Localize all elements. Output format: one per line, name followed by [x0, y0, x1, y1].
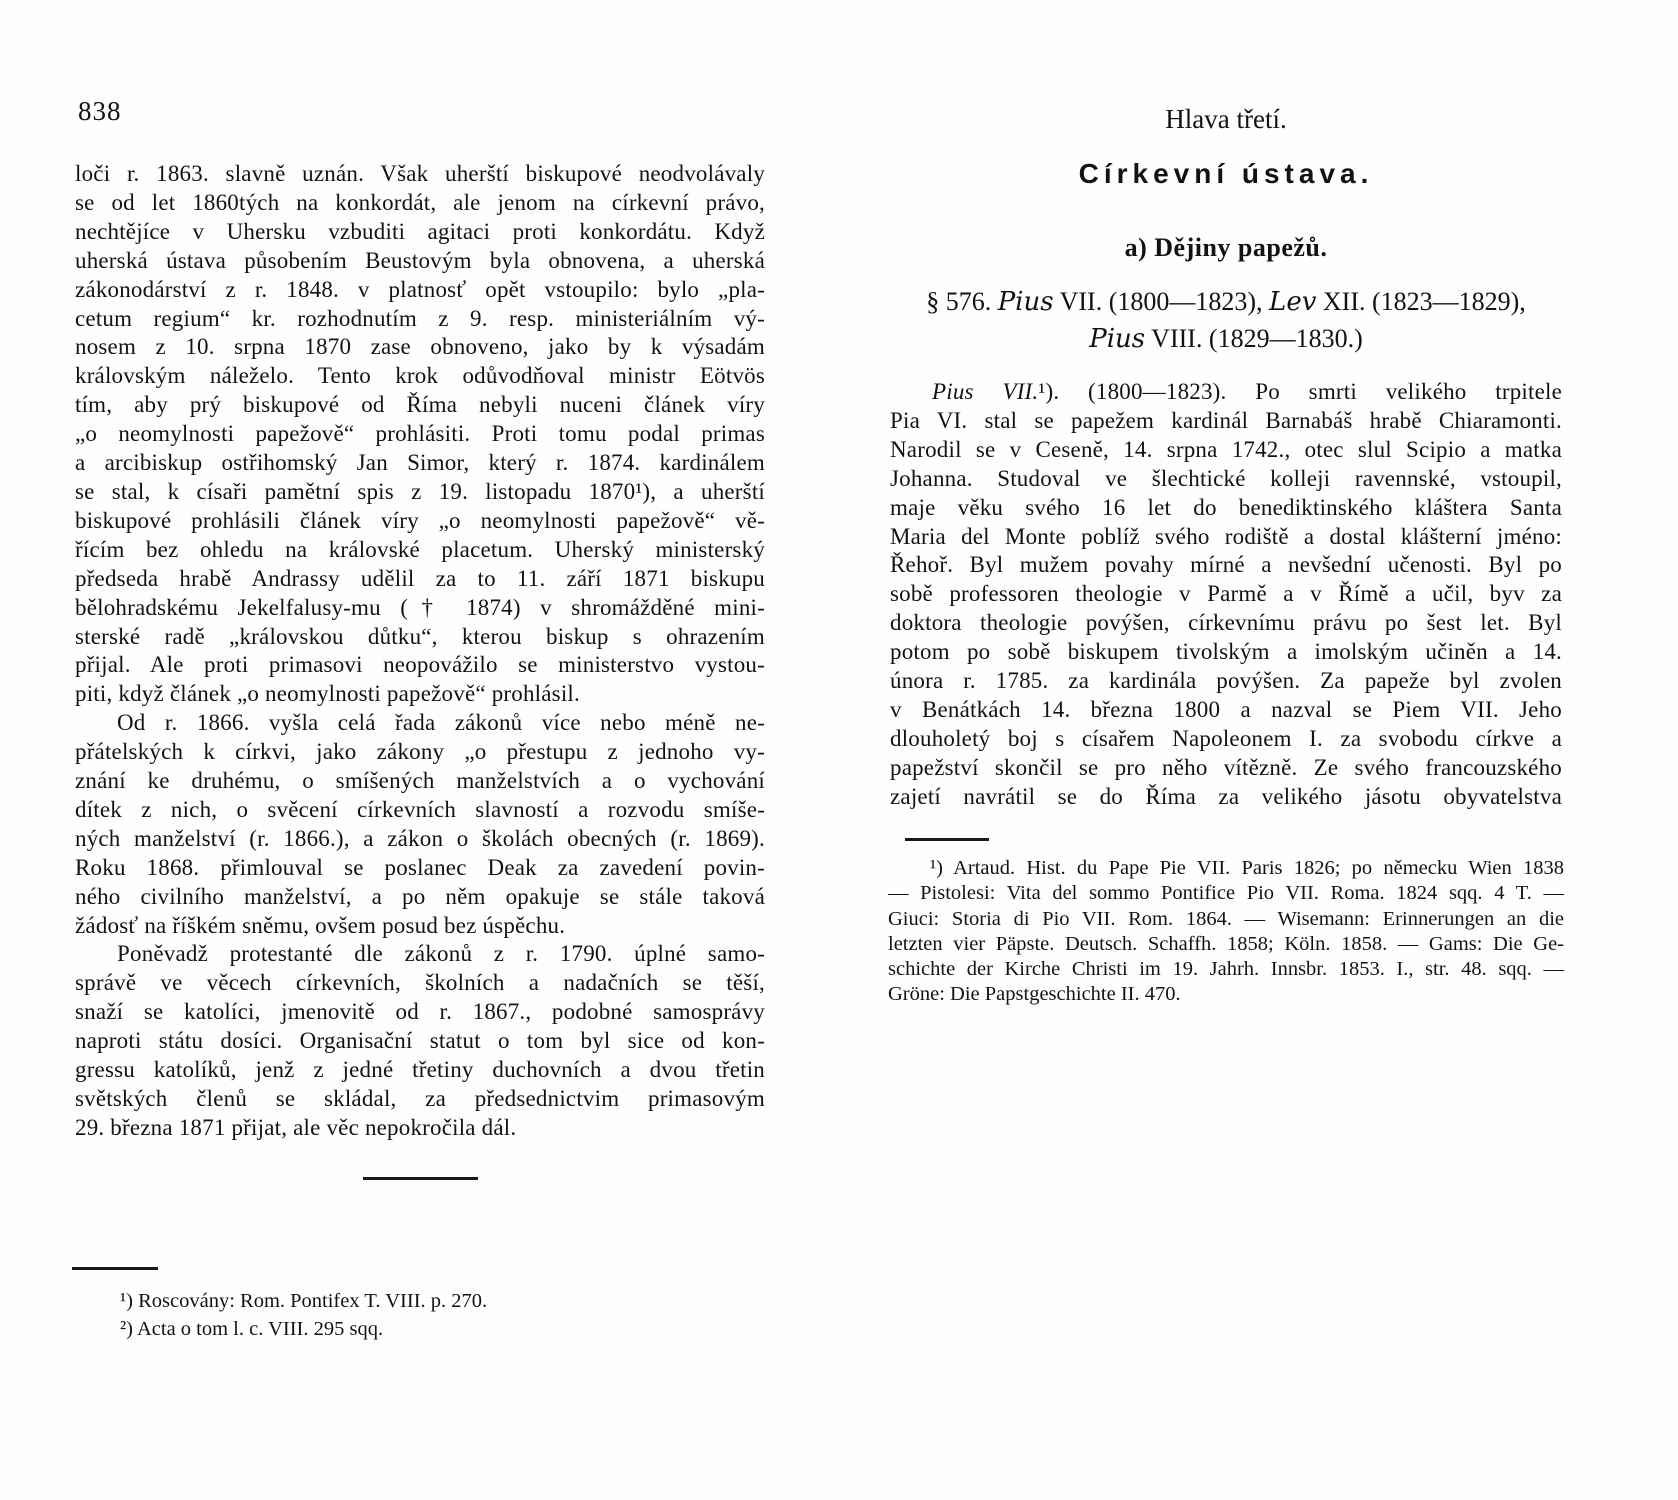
text-line: piti, když článek „o neomylnosti papežově“ prohlásil. [75, 681, 580, 707]
text-line: loči r. 1863. slavně uznán. Však uherští biskupové neodvolávaly [75, 161, 765, 186]
text-line: gressu katolíků, jenž z jedné třetiny duchovních a dvou třetin [75, 1057, 765, 1083]
footnote-rule-left [72, 1267, 158, 1270]
left-footnotes [75, 1287, 765, 1343]
text-line: Pius VIII. (1829—1830.) [1089, 323, 1363, 354]
text-line: „o neomylnosti papežově“ prohlásiti. Proti tomu podal primas [75, 421, 765, 447]
text-line: února r. 1785. za kardinála povýšen. Za papeže byl zvolen [890, 668, 1562, 694]
text-line: a arcibiskup ostřihomský Jan Simor, který r. 1874. kardinálem [75, 450, 765, 476]
text-line: 29. března 1871 přijat, ale věc nepokročila dál. [75, 1114, 517, 1140]
text-line: § 576. Pius VII. (1800—1823), Lev XII. (1823—1829), [926, 287, 1526, 317]
text-line: v Benátkách 14. března 1800 a nazval se Piem VII. Jeho [890, 696, 1562, 722]
text-line: řícím bez ohledu na královské placetum. Uherský ministerský [75, 536, 765, 562]
text-line: ného civilního manželství, a po něm opakuje se stále taková [75, 883, 765, 909]
text-line: zákonodárství z r. 1848. v platnosť opět vstoupilo: bylo „pla- [75, 276, 765, 302]
chapter-header: Hlava třetí. [1165, 104, 1287, 134]
section-heading [890, 284, 1562, 357]
text-line: maje věku svého 16 let do benediktinského kláštera Santa [890, 494, 1562, 520]
right-body-text [890, 378, 1562, 812]
text-line: snaží se katolíci, jmenovitě od r. 1867., podobné samosprávy [75, 999, 765, 1025]
section-divider-rule [363, 1177, 478, 1180]
text-line: papežství skončil se pro něho vítězně. Ze svého francouzského [890, 754, 1562, 780]
text-line: potom po sobě biskupem tivolským a imolským učiněn a 14. [890, 639, 1562, 665]
text-line: ²) Acta o tom l. c. VIII. 295 sqq. [120, 1318, 384, 1340]
text-line: uherská ústava působením Beustovým byla obnovena, a uherská [75, 247, 765, 273]
text-line: Od r. 1866. vyšla celá řada zákonů více nebo méně ne- [117, 710, 765, 736]
text-line: tím, aby prý biskupové od Říma nebyli nuceni článek víry [75, 392, 765, 418]
text-line: Pia VI. stal se papežem kardinál Barnabáš hrabě Chiaramonti. [890, 407, 1562, 433]
left-body-text [75, 160, 765, 1143]
text-line: světských členů se skládal, za předsednictvim primasovým [75, 1086, 765, 1111]
text-line: se stal, k císaři pamětní spis z 19. listopadu 1870¹), a uherští [75, 478, 765, 504]
text-line: letzten vier Päpste. Deutsch. Schaffh. 1858; Köln. 1858. — Gams: Die Ge- [888, 932, 1564, 955]
text-line: nosem z 10. srpna 1870 zase obnoveno, jako by k výsadám [75, 334, 765, 360]
text-line: Maria del Monte poblíž svého rodiště a dostal klášterní jméno: [890, 523, 1562, 549]
text-line: znání ke druhému, o smíšených manželstvích a o vychování [75, 768, 765, 794]
text-line: správě ve věcech církevních, školních a nadačních se těší, [75, 970, 765, 996]
text-line: doktora theologie povýšen, církevnímu právu po šest let. Byl [890, 610, 1562, 636]
text-line: dlouholetý boj s císařem Napoleonem I. za svobodu církve a [890, 725, 1562, 751]
text-line: se od let 1860tých na konkordát, ale jenom na církevní právo, [75, 189, 765, 215]
text-line: ¹) Roscovány: Rom. Pontifex T. VIII. p. 270. [120, 1290, 488, 1312]
page-number: 838 [78, 96, 122, 126]
text-line: ¹) Artaud. Hist. du Pape Pie VII. Paris 1826; po německu Wien 1838 [930, 857, 1564, 879]
text-line: Narodil se v Ceseně, 14. srpna 1742., otec slul Scipio a matka [890, 436, 1562, 462]
text-line: Řehoř. Byl mužem povahy mírné a nevšední učenosti. Byl po [890, 552, 1562, 578]
text-line: přátelských k církvi, jako zákony „o přestupu z jednoho vy- [75, 739, 765, 765]
text-line: dítek z nich, o svěcení církevních slavností a rozvodu smíše- [75, 796, 765, 822]
text-line: — Pistolesi: Vita del sommo Pontifice Pio VII. Roma. 1824 sqq. 4 T. — [888, 882, 1564, 905]
text-line: Pius VII.¹). (1800—1823). Po smrti velikého trpitele [932, 379, 1562, 404]
section-subtitle: a) Dějiny papežů. [1124, 233, 1328, 262]
text-line: zajetí navrátil se do Říma za velikého jásotu obyvatelstva [890, 783, 1562, 809]
text-line: biskupové prohlásili článek víry „o neomylnosti papežově“ vě- [75, 507, 765, 533]
text-line: cetum regium“ kr. rozhodnutím z 9. resp. ministeriálním vý- [75, 305, 765, 331]
text-line: nechtějíce v Uhersku vzbuditi agitaci proti konkordátu. Když [75, 218, 765, 244]
text-line: schichte der Kirche Christi im 19. Jahrh. Innsbr. 1853. I., str. 48. sqq. — [888, 958, 1564, 981]
text-line: naproti státu dosíci. Organisační statut o tom byl sice od kon- [75, 1028, 765, 1054]
text-line: Johanna. Studoval ve šlechtické kolleji ravennské, vstoupil, [890, 465, 1562, 491]
text-line: Giuci: Storia di Pio VII. Rom. 1864. — Wisemann: Erinnerungen an die [888, 907, 1564, 930]
text-line: sterské radě „královskou důtku“, kterou biskup s ohrazením [75, 623, 765, 649]
text-line: Gröne: Die Papstgeschichte II. 470. [888, 983, 1181, 1006]
right-footnotes [888, 856, 1564, 1008]
text-line: bělohradskému Jekelfalusy-mu († 1874) v shromážděné mini- [75, 594, 765, 620]
text-line: královským náleželo. Tento krok odůvodňoval ministr Eötvös [75, 363, 765, 389]
chapter-title: Církevní ústava. [1078, 158, 1374, 189]
text-line: předseda hrabě Andrassy udělil za to 11. září 1871 biskupu [75, 565, 765, 591]
text-line: sobě professoren theologie v Parmě a v Římě a učil, byv za [890, 581, 1562, 607]
text-line: Roku 1868. přimlouval se poslanec Deak za zavedení povin- [75, 854, 765, 880]
text-line: ných manželství (r. 1866.), a zákon o školách obecných (r. 1869). [75, 825, 765, 851]
text-line: přijal. Ale proti primasovi neopovážilo se ministerstvo vystou- [75, 652, 765, 678]
text-line: žádosť na říškém sněmu, ovšem posud bez úspěchu. [75, 912, 566, 938]
footnote-rule-right [905, 838, 989, 841]
text-line: Poněvadž protestanté dle zákonů z r. 1790. úplné samo- [117, 941, 765, 967]
